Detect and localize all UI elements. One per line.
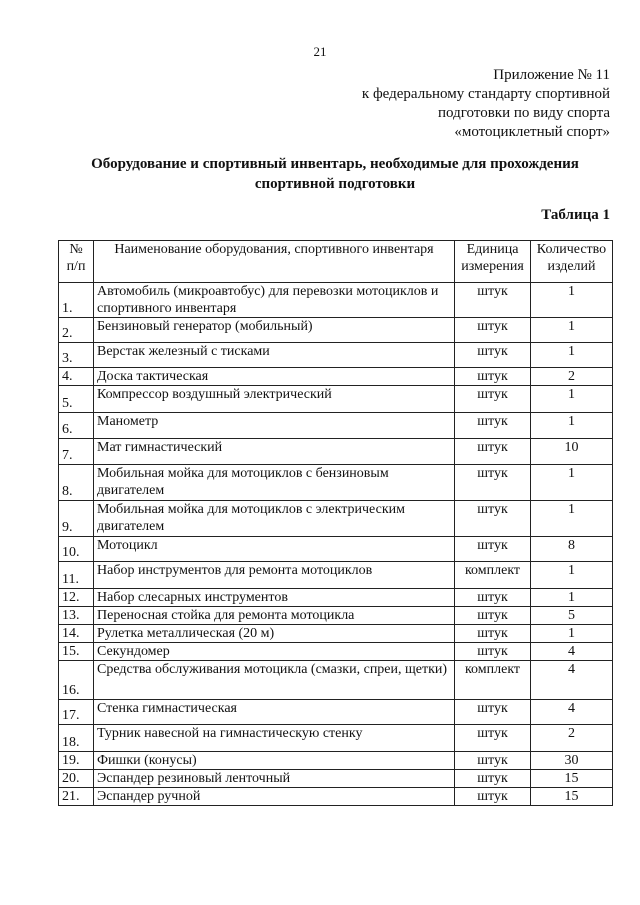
item-name: Фишки (конусы) xyxy=(94,752,455,770)
item-name: Турник навесной на гимнастическую стенку xyxy=(94,725,455,752)
item-name: Бензиновый генератор (мобильный) xyxy=(94,318,455,343)
row-number: 12. xyxy=(59,589,94,607)
row-number: 10. xyxy=(59,537,94,562)
row-number: 14. xyxy=(59,625,94,643)
item-quantity: 1 xyxy=(531,562,613,589)
appendix-line: подготовки по виду спорта xyxy=(438,105,610,121)
row-number: 16. xyxy=(59,661,94,700)
row-number: 11. xyxy=(59,562,94,589)
table-row xyxy=(59,562,613,589)
table-row xyxy=(59,386,613,413)
appendix-line: к федеральному стандарту спортивной xyxy=(361,86,610,102)
table-row xyxy=(59,501,613,537)
item-quantity: 5 xyxy=(531,607,613,625)
row-number: 15. xyxy=(59,643,94,661)
item-name: Компрессор воздушный электрический xyxy=(94,386,455,413)
item-name: Секундомер xyxy=(94,643,455,661)
item-name: Автомобиль (микроавтобус) для перевозки мотоциклов и спортивного инвентаря xyxy=(94,283,455,318)
table-row xyxy=(59,752,613,770)
row-number: 4. xyxy=(59,368,94,386)
row-number: 3. xyxy=(59,343,94,368)
item-unit: штук xyxy=(455,501,531,537)
item-quantity: 1 xyxy=(531,283,613,318)
table-row xyxy=(59,770,613,788)
table-row xyxy=(59,700,613,725)
appendix-line: «мотоциклетный спорт» xyxy=(454,124,610,140)
item-name: Мобильная мойка для мотоциклов с бензиновым двигателем xyxy=(94,465,455,501)
appendix-line: Приложение № 11 xyxy=(493,67,610,83)
item-unit: штук xyxy=(455,537,531,562)
item-quantity: 2 xyxy=(531,368,613,386)
item-name: Эспандер ручной xyxy=(94,788,455,806)
item-quantity: 10 xyxy=(531,439,613,465)
title-line: Оборудование и спортивный инвентарь, необходимые для прохождения xyxy=(91,156,579,172)
item-unit: штук xyxy=(455,770,531,788)
table-row xyxy=(59,607,613,625)
row-number: 17. xyxy=(59,700,94,725)
item-name: Мобильная мойка для мотоциклов с электрическим двигателем xyxy=(94,501,455,537)
document-title xyxy=(45,154,625,194)
item-quantity: 1 xyxy=(531,318,613,343)
row-number: 5. xyxy=(59,386,94,413)
row-number: 13. xyxy=(59,607,94,625)
item-unit: комплект xyxy=(455,562,531,589)
table-row xyxy=(59,537,613,562)
item-unit: штук xyxy=(455,283,531,318)
table-row xyxy=(59,413,613,439)
row-number: 8. xyxy=(59,465,94,501)
header-num: № п/п xyxy=(59,241,94,283)
table-row xyxy=(59,643,613,661)
equipment-table xyxy=(58,240,613,806)
title-line: спортивной подготовки xyxy=(254,176,416,192)
table-row xyxy=(59,343,613,368)
item-quantity: 15 xyxy=(531,770,613,788)
item-quantity: 1 xyxy=(531,589,613,607)
row-number: 1. xyxy=(59,283,94,318)
table-row xyxy=(59,589,613,607)
item-name: Рулетка металлическая (20 м) xyxy=(94,625,455,643)
item-quantity: 30 xyxy=(531,752,613,770)
item-quantity: 1 xyxy=(531,501,613,537)
item-quantity: 4 xyxy=(531,643,613,661)
table-row xyxy=(59,368,613,386)
table-row xyxy=(59,318,613,343)
item-unit: штук xyxy=(455,589,531,607)
row-number: 7. xyxy=(59,439,94,465)
header-unit: Единица измерения xyxy=(455,241,531,283)
row-number: 21. xyxy=(59,788,94,806)
item-unit: штук xyxy=(455,643,531,661)
item-name: Верстак железный с тисками xyxy=(94,343,455,368)
table-row xyxy=(59,465,613,501)
row-number: 19. xyxy=(59,752,94,770)
item-quantity: 8 xyxy=(531,537,613,562)
item-unit: штук xyxy=(455,465,531,501)
item-name: Мотоцикл xyxy=(94,537,455,562)
item-unit: комплект xyxy=(455,661,531,700)
item-unit: штук xyxy=(455,318,531,343)
item-quantity: 4 xyxy=(531,700,613,725)
item-quantity: 1 xyxy=(531,386,613,413)
row-number: 18. xyxy=(59,725,94,752)
table-label: Таблица 1 xyxy=(541,207,610,223)
item-name: Набор инструментов для ремонта мотоциклов xyxy=(94,562,455,589)
table-row xyxy=(59,283,613,318)
header-qty: Количество изделий xyxy=(531,241,613,283)
table-row xyxy=(59,439,613,465)
header-name: Наименование оборудования, спортивного инвентаря xyxy=(94,241,455,283)
row-number: 6. xyxy=(59,413,94,439)
item-name: Набор слесарных инструментов xyxy=(94,589,455,607)
item-unit: штук xyxy=(455,368,531,386)
item-quantity: 2 xyxy=(531,725,613,752)
table-row xyxy=(59,725,613,752)
table-row xyxy=(59,625,613,643)
item-name: Переносная стойка для ремонта мотоцикла xyxy=(94,607,455,625)
item-name: Доска тактическая xyxy=(94,368,455,386)
appendix-header xyxy=(362,66,610,142)
item-unit: штук xyxy=(455,788,531,806)
item-unit: штук xyxy=(455,413,531,439)
item-unit: штук xyxy=(455,752,531,770)
item-quantity: 15 xyxy=(531,788,613,806)
row-number: 9. xyxy=(59,501,94,537)
item-name: Средства обслуживания мотоцикла (смазки, спреи, щетки) xyxy=(94,661,455,700)
table-row xyxy=(59,661,613,700)
row-number: 2. xyxy=(59,318,94,343)
item-unit: штук xyxy=(455,700,531,725)
item-unit: штук xyxy=(455,625,531,643)
item-quantity: 1 xyxy=(531,625,613,643)
item-name: Манометр xyxy=(94,413,455,439)
item-quantity: 4 xyxy=(531,661,613,700)
item-quantity: 1 xyxy=(531,343,613,368)
item-unit: штук xyxy=(455,386,531,413)
item-unit: штук xyxy=(455,607,531,625)
item-unit: штук xyxy=(455,343,531,368)
item-name: Эспандер резиновый ленточный xyxy=(94,770,455,788)
table-row xyxy=(59,788,613,806)
page-number: 21 xyxy=(313,44,327,59)
row-number: 20. xyxy=(59,770,94,788)
item-quantity: 1 xyxy=(531,413,613,439)
item-unit: штук xyxy=(455,725,531,752)
item-name: Стенка гимнастическая xyxy=(94,700,455,725)
item-quantity: 1 xyxy=(531,465,613,501)
item-unit: штук xyxy=(455,439,531,465)
item-name: Мат гимнастический xyxy=(94,439,455,465)
table-header-row xyxy=(59,241,613,283)
